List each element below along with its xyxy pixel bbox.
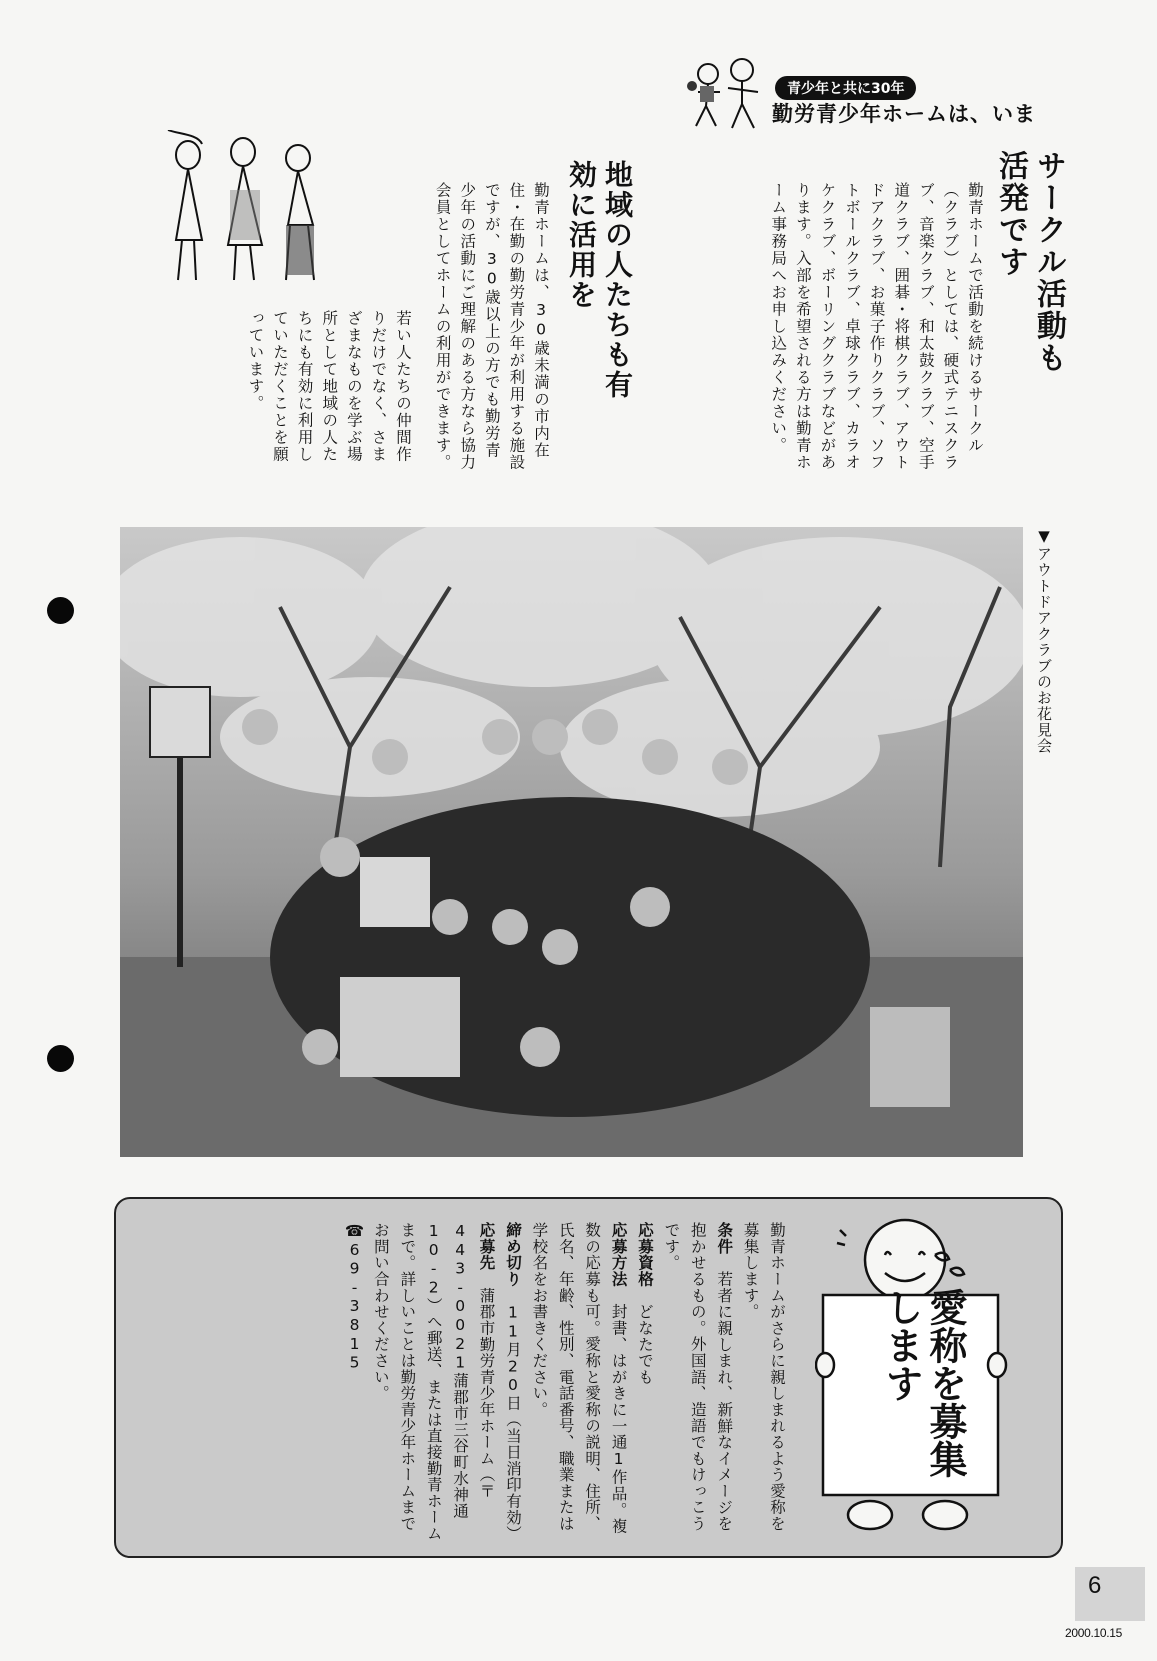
section2-body bbox=[430, 182, 553, 472]
condition-label: 条件 bbox=[715, 1222, 734, 1255]
condition-text: 若者に親しまれ、新鮮なイメージを抱かせるもの。外国語、造語でもけっこうです。 bbox=[662, 1222, 734, 1532]
notice-deadline bbox=[500, 1222, 526, 1542]
mascot-sign-text: 愛称を募集します bbox=[879, 1288, 967, 1478]
section1-heading: サークル活動も活発です bbox=[993, 150, 1066, 374]
destination-label: 応募先 bbox=[477, 1222, 496, 1271]
section1-body: 勤青ホームで活動を続けるサークル（クラブ）としては、硬式テニスクラブ、音楽クラブ、和太鼓クラブ、空手道クラブ、囲碁・将棋クラブ、アウトドアクラブ、お菓子作りクラブ、ソフトボールクラブ、卓球クラブ、カラオケクラブ、ボーリングクラブなどがあります。入部を希望される方は勤青ホーム事務局へお申し込みください。 bbox=[769, 182, 984, 471]
notice-eligibility bbox=[632, 1222, 658, 1542]
notice-destination bbox=[368, 1222, 500, 1542]
notice-body bbox=[341, 1222, 790, 1542]
notice-phone: ☎69-3815 bbox=[345, 1222, 364, 1373]
three-people-illustration bbox=[158, 130, 338, 300]
issue-date: 2000.10.15 bbox=[1065, 1626, 1123, 1640]
children-illustration bbox=[680, 56, 770, 132]
section2-paragraph-1: 勤青ホームは、30歳未満の市内在住・在勤の勤労青少年が利用する施設ですが、30歳以上の方でも勤労青少年の活動にご理解のある方なら協力会員としてホームの利用ができます。 bbox=[433, 182, 550, 471]
deadline-text: 11月20日（当日消印有効） bbox=[503, 1303, 522, 1542]
method-label: 応募方法 bbox=[609, 1222, 628, 1288]
eligibility-text: どなたでも bbox=[635, 1303, 654, 1386]
notice-intro: 勤青ホームがさらに親しまれるよう愛称を募集します。 bbox=[741, 1222, 786, 1532]
notice-method bbox=[526, 1222, 632, 1542]
section2-heading: 地域の人たちも有効に活用を bbox=[565, 160, 634, 400]
punch-hole-top bbox=[47, 597, 74, 624]
deadline-label: 締め切り bbox=[503, 1222, 522, 1288]
section2-paragraph-2: 若い人たちの仲間作りだけでなく、さまざまなものを学ぶ場所として地域の人たちにも有効に利用していただくことを願っています。 bbox=[246, 310, 412, 463]
page-number-box bbox=[1075, 1567, 1145, 1621]
eligibility-label: 応募資格 bbox=[635, 1222, 654, 1288]
header-badge: 青少年と共に30年 bbox=[775, 76, 916, 100]
group-photo bbox=[120, 527, 1023, 1157]
header-title: 勤労青少年ホームは、いま bbox=[772, 102, 1036, 126]
notice-condition bbox=[658, 1222, 737, 1542]
photo-caption: ▼アウトドアクラブのお花見会 bbox=[1035, 527, 1053, 754]
page-number: 6 bbox=[1088, 1572, 1102, 1599]
method-text: 封書、はがきに一通1作品。複数の応募も可。愛称と愛称の説明、住所、氏名、年齢、性別、電話番号、職業または学校名をお書きください。 bbox=[530, 1222, 628, 1535]
section2-body-continued bbox=[243, 310, 415, 475]
punch-hole-bottom bbox=[47, 1045, 74, 1072]
destination-text: 蒲郡市勤労青少年ホーム（〒443-0021蒲郡市三谷町水神通10-2）へ郵送、または直接勤青ホームまで。詳しいことは勤労青少年ホームまでお問い合わせください。 bbox=[371, 1222, 496, 1542]
